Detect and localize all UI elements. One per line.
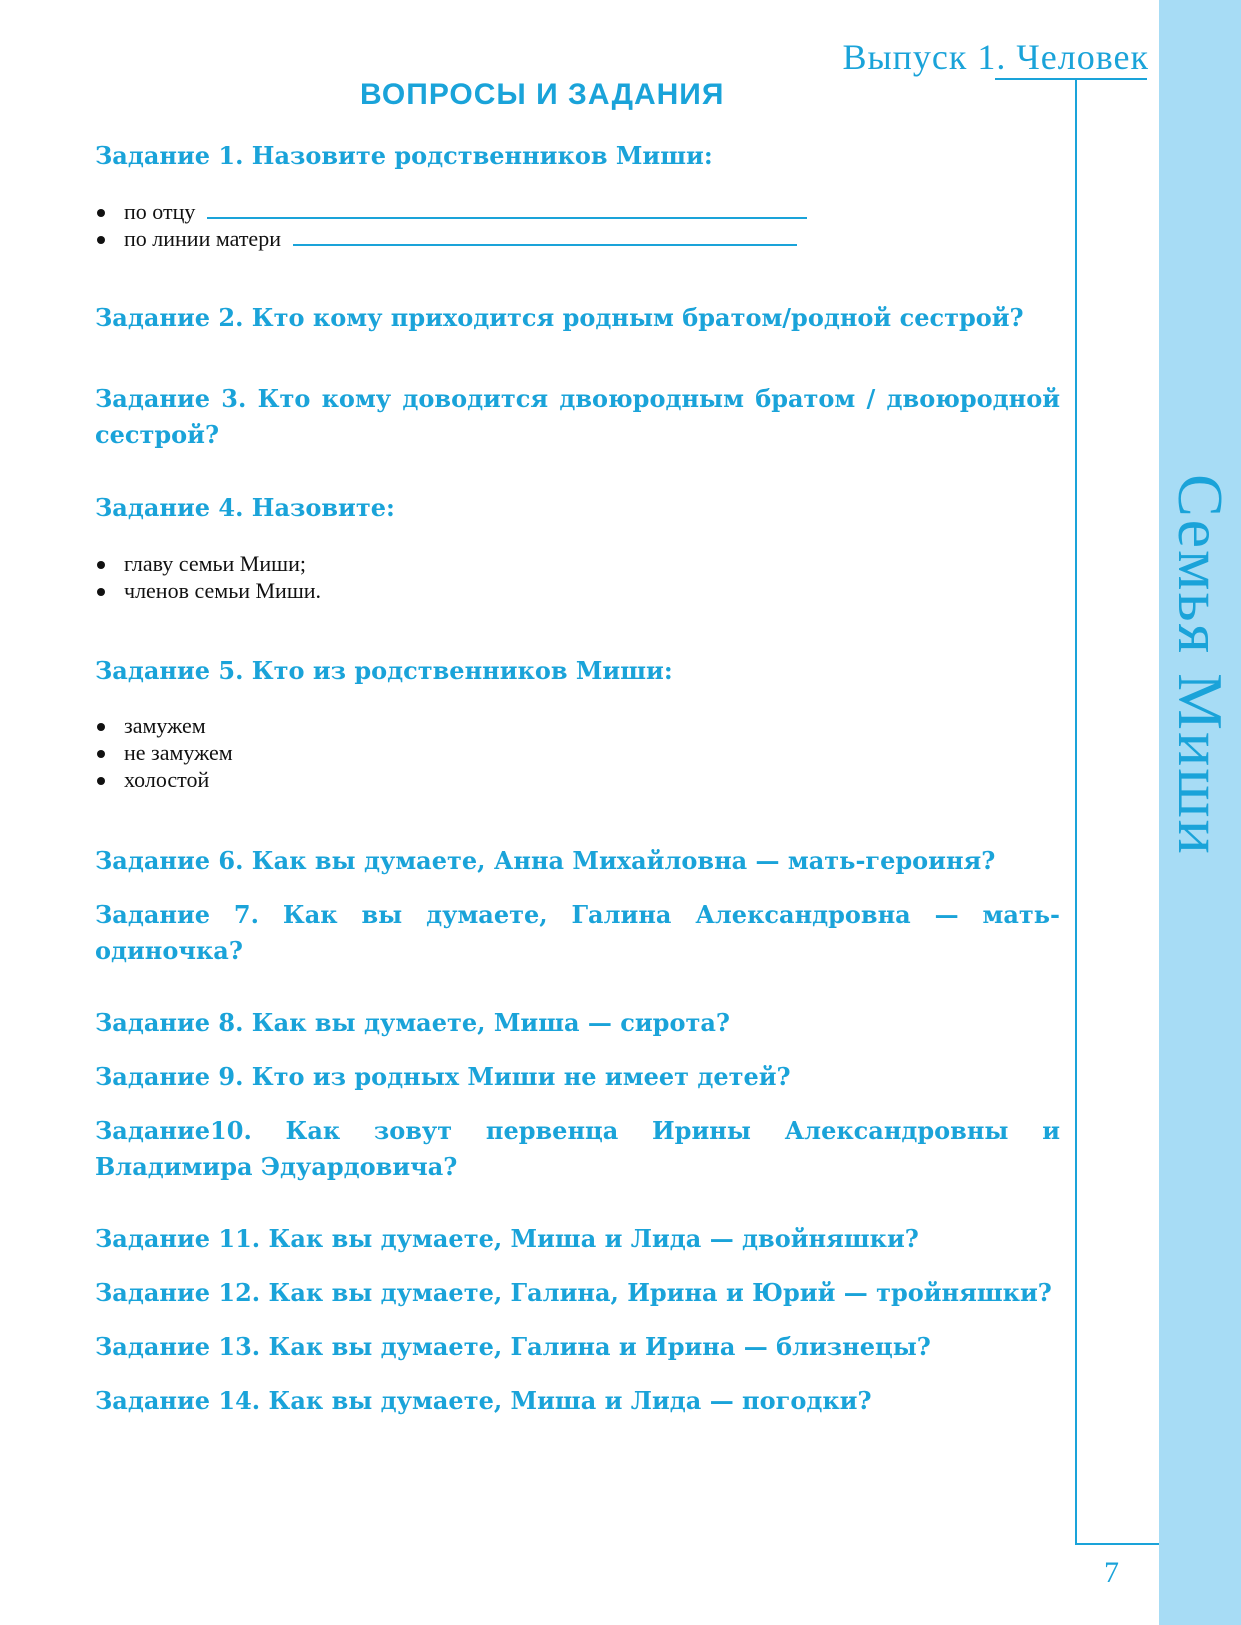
frame-line-vertical: [1075, 78, 1077, 1545]
bullet-icon: [97, 723, 105, 731]
task-2: Задание 2. Кто кому приходится родным братом/родной сестрой?: [95, 303, 1024, 332]
list-item: членов семьи Миши.: [95, 577, 321, 604]
bullet-icon: [97, 588, 105, 596]
task-12: Задание 12. Как вы думаете, Галина, Ирина и Юрий — тройняшки?: [95, 1278, 1052, 1307]
list-item: по отцу: [95, 198, 807, 225]
list-item: не замужем: [95, 739, 233, 766]
list-item: холостой: [95, 766, 233, 793]
task-4: Задание 4. Назовите:: [95, 493, 395, 522]
task-1-bullets: [95, 198, 807, 252]
page-number: 7: [1104, 1556, 1119, 1589]
task-10: Задание10. Как зовут первенца Ирины Александровны и Владимира Эдуардовича?: [95, 1116, 1060, 1181]
list-item: замужем: [95, 712, 233, 739]
bullet-icon: [97, 236, 105, 244]
bullet-icon: [97, 561, 105, 569]
list-item: по линии матери: [95, 225, 807, 252]
answer-line[interactable]: [207, 217, 807, 219]
task-11: Задание 11. Как вы думаете, Миша и Лида — двойняшки?: [95, 1224, 919, 1253]
task-3: Задание 3. Кто кому доводится двоюродным братом / двоюродной сестрой?: [95, 384, 1060, 449]
task-1: Задание 1. Назовите родственников Миши:: [95, 141, 713, 170]
bullet-icon: [97, 750, 105, 758]
task-5-bullets: [95, 712, 233, 793]
task-14: Задание 14. Как вы думаете, Миша и Лида — погодки?: [95, 1386, 872, 1415]
task-13: Задание 13. Как вы думаете, Галина и Ирина — близнецы?: [95, 1332, 931, 1361]
task-4-bullets: [95, 550, 321, 604]
issue-title: Выпуск 1. Человек: [842, 37, 1149, 77]
list-item: главу семьи Миши;: [95, 550, 321, 577]
section-heading: ВОПРОСЫ И ЗАДАНИЯ: [360, 78, 725, 111]
task-5: Задание 5. Кто из родственников Миши:: [95, 656, 673, 685]
side-title: Семья Миши: [1165, 474, 1236, 856]
answer-line[interactable]: [293, 244, 797, 246]
bullet-icon: [97, 209, 105, 217]
task-9: Задание 9. Кто из родных Миши не имеет детей?: [95, 1062, 791, 1091]
task-8: Задание 8. Как вы думаете, Миша — сирота?: [95, 1008, 730, 1037]
task-6: Задание 6. Как вы думаете, Анна Михайловна — мать-героиня?: [95, 846, 996, 875]
task-7: Задание 7. Как вы думаете, Галина Александровна — мать-одиночка?: [95, 900, 1060, 965]
frame-line-bottom: [1075, 1543, 1159, 1545]
bullet-icon: [97, 777, 105, 785]
frame-line-top: [995, 78, 1147, 80]
